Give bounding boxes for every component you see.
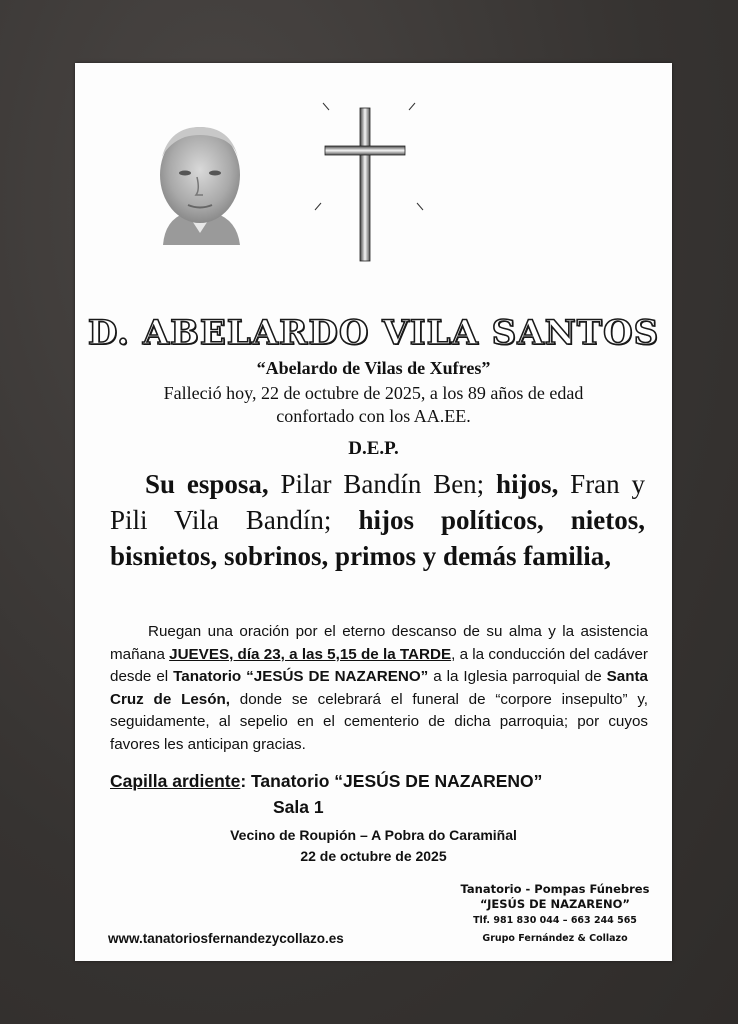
deceased-nickname: “Abelardo de Vilas de Xufres” xyxy=(256,358,491,378)
obituary-sheet xyxy=(75,63,672,961)
sacraments-line: confortado con los AA.EE. xyxy=(276,406,471,426)
death-notice xyxy=(75,382,672,428)
church-name: Santa Cruz de Lesón, xyxy=(110,668,648,708)
service-datetime: JUEVES, día 23, a las 5,15 de la TARDE xyxy=(169,645,452,663)
cross-icon xyxy=(305,98,425,263)
portrait-photo xyxy=(145,95,255,245)
relatives-label: hijos políticos, nietos, bisnietos, sobrinos, primos y demás familia, xyxy=(110,505,645,571)
chapel-label: Capilla ardiente xyxy=(110,771,241,791)
death-date-line: Falleció hoy, 22 de octubre de 2025, a los 89 años de edad xyxy=(163,383,584,403)
rest-in-peace: D.E.P. xyxy=(348,438,399,459)
deceased-name: D. ABELARDO VILA SANTOS xyxy=(87,313,660,353)
wife-name: Pilar Bandín Ben; xyxy=(268,469,497,499)
residence-line: Vecino de Roupión – A Pobra do Caramiñal xyxy=(230,827,517,843)
funeral-home-title: Tanatorio - Pompas Fúnebres xyxy=(460,882,650,896)
prayer-text-3: a la Iglesia parroquial de xyxy=(428,668,607,686)
notice-date: 22 de octubre de 2025 xyxy=(300,848,447,864)
chapel-colon: : xyxy=(240,771,247,791)
funeral-home-phone: Tlf. 981 830 044 – 663 244 565 xyxy=(473,915,637,926)
funeral-home-group: Grupo Fernández & Collazo xyxy=(482,933,628,944)
children-label: hijos, xyxy=(496,469,559,499)
chapel-place: Tanatorio “JESÚS DE NAZARENO” xyxy=(246,771,543,791)
residence-info xyxy=(75,825,672,867)
prayer-text-4: donde se celebrará el funeral de “corpore insepulto” y, seguidamente, al sepelio en el cementerio de dicha parroquia; por cuyos favores les anticipan gracias. xyxy=(110,690,648,753)
prayer-paragraph xyxy=(110,621,648,757)
children-names: Fran y Pili Vila Bandín; xyxy=(110,469,646,535)
wife-label: Su esposa, xyxy=(145,469,269,499)
chapel-info xyxy=(110,771,650,792)
website-link[interactable]: www.tanatoriosfernandezycollazo.es xyxy=(108,931,344,946)
prayer-text-1: Ruegan una oración por el eterno descanso de su alma y la asistencia mañana xyxy=(110,623,648,663)
chapel-room: Sala 1 xyxy=(273,797,324,817)
prayer-text-2: , a la conducción del cadáver desde el xyxy=(110,645,648,686)
funeral-home-name: “JESÚS DE NAZARENO” xyxy=(480,897,630,911)
tanatorio-name: Tanatorio “JESÚS DE NAZARENO” xyxy=(173,668,429,686)
funeral-home-block xyxy=(445,881,665,949)
family-paragraph xyxy=(110,466,645,574)
